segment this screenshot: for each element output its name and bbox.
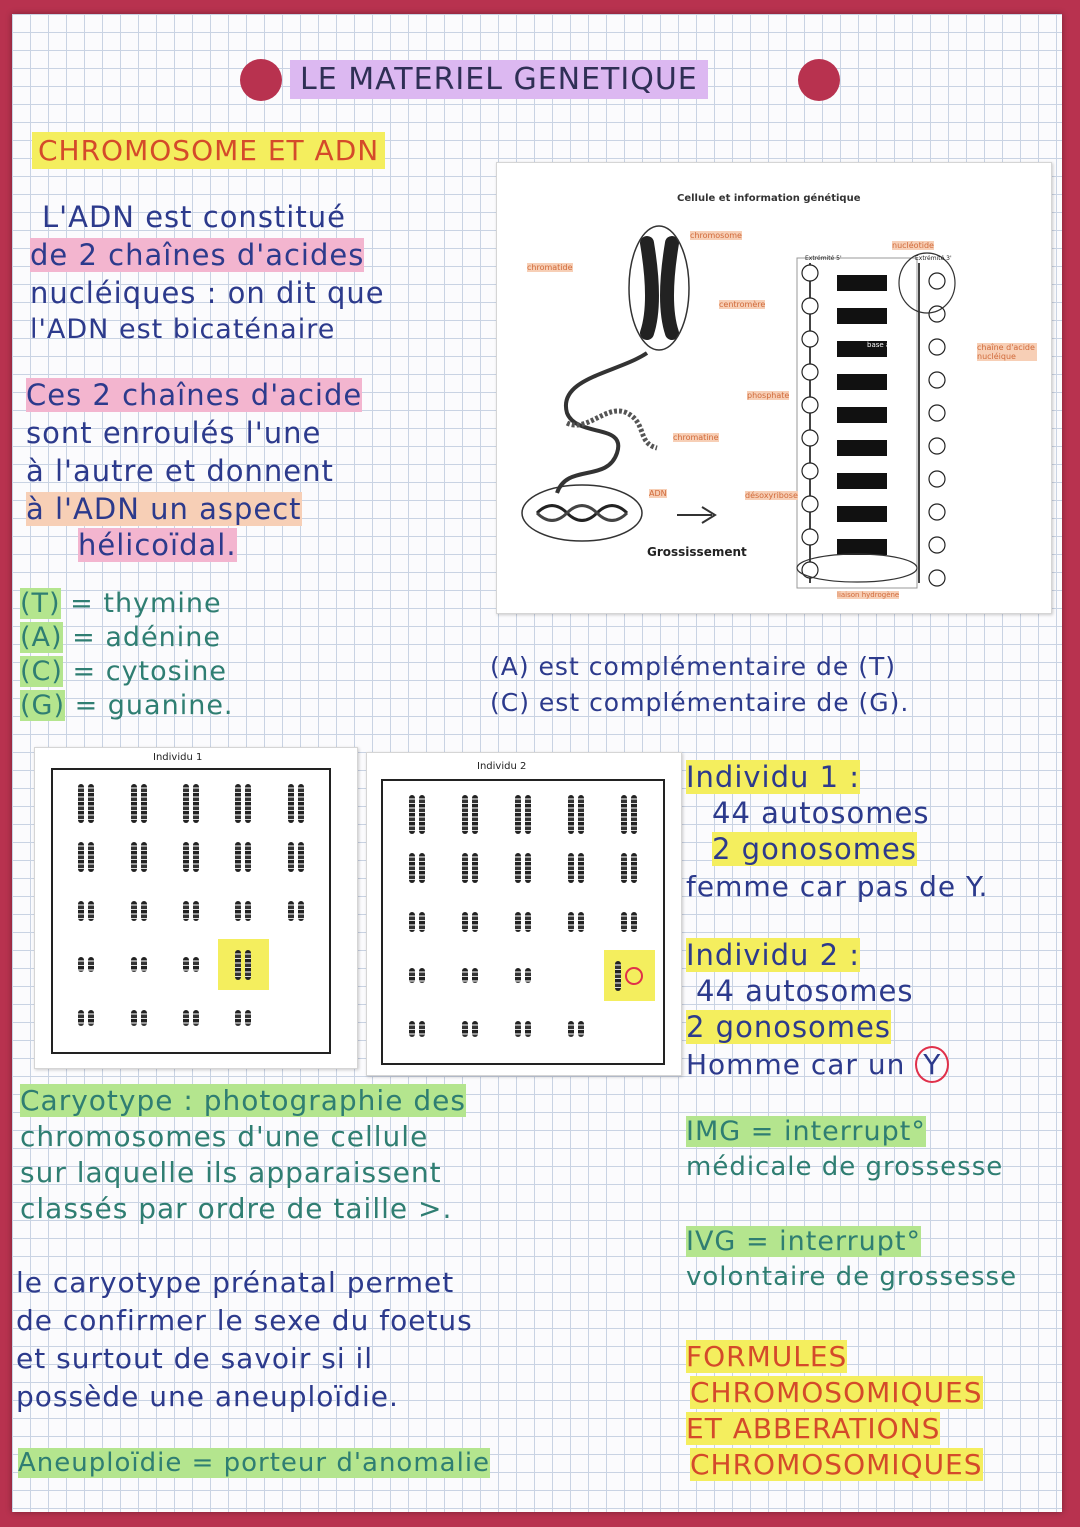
individu-2-sex: Homme car un Y xyxy=(686,1046,949,1083)
label-centromere: centromère xyxy=(719,300,766,309)
aneuploidie-definition: Aneuploïdie = porteur d'anomalie xyxy=(18,1448,491,1478)
y-circle: Y xyxy=(915,1046,949,1083)
karyotype-individu-2 xyxy=(366,752,682,1076)
caryotype-def-line3: sur laquelle ils apparaissent xyxy=(20,1156,442,1189)
helix-paragraph-line3: à l'autre et donnent xyxy=(26,454,334,488)
label-base: base azotée xyxy=(867,341,910,349)
formules-line2: CHROMOSOMIQUES xyxy=(690,1376,983,1409)
label-strand5: Extrémité 5' xyxy=(805,255,842,262)
base-adenine: (A) = adénine xyxy=(20,622,221,653)
label-phosphate: phosphate xyxy=(747,391,790,400)
base-cytosine: (C) = cytosine xyxy=(20,656,227,687)
diagram-caption: Grossissement xyxy=(647,545,747,559)
label-adn: ADN xyxy=(649,489,667,498)
label-nucleotide: nucléotide xyxy=(892,241,934,250)
individu-2-autosomes: 44 autosomes xyxy=(696,974,914,1008)
caryotype-def-line1: Caryotype : photographie des xyxy=(20,1084,466,1117)
formules-line1: FORMULES xyxy=(686,1340,848,1373)
punch-hole-left xyxy=(240,59,282,101)
karyotype-individu-1 xyxy=(34,747,358,1069)
ivg-line2: volontaire de grossesse xyxy=(686,1262,1018,1292)
label-chromatide: chromatide xyxy=(527,263,573,272)
ivg-line1: IVG = interrupt° xyxy=(686,1226,922,1257)
section-heading: CHROMOSOME ET ADN xyxy=(32,132,385,169)
dna-illustration xyxy=(497,163,1051,613)
individu-1-sex: femme car pas de Y. xyxy=(686,870,989,903)
karyotype-2-label: Individu 2 xyxy=(477,761,527,772)
complementary-cg: (C) est complémentaire de (G). xyxy=(490,688,910,717)
complementary-at: (A) est complémentaire de (T) xyxy=(490,652,896,681)
helix-paragraph-line1: Ces 2 chaînes d'acide xyxy=(26,378,363,412)
page-title: LE MATERIEL GENETIQUE xyxy=(290,60,708,99)
formules-line4: CHROMOSOMIQUES xyxy=(690,1448,983,1481)
prenatal-line1: le caryotype prénatal permet xyxy=(16,1266,455,1299)
dna-diagram xyxy=(496,162,1052,614)
prenatal-line2: de confirmer le sexe du foetus xyxy=(16,1304,473,1337)
label-chromosome: chromosome xyxy=(690,231,742,240)
caryotype-def-line4: classés par ordre de taille >. xyxy=(20,1192,453,1225)
adn-paragraph-line4: l'ADN est bicaténaire xyxy=(30,314,336,345)
individu-1-gonosomes: 2 gonosomes xyxy=(712,832,917,866)
formules-line3: ET ABBERATIONS xyxy=(686,1412,941,1445)
base-guanine: (G) = guanine. xyxy=(20,690,234,721)
label-chromatine: chromatine xyxy=(673,433,719,442)
karyotype-1-grid xyxy=(51,768,331,1054)
prenatal-line4: possède une aneuploïdie. xyxy=(16,1380,399,1413)
base-thymine: (T) = thymine xyxy=(20,588,222,619)
individu-2-gonosomes: 2 gonosomes xyxy=(686,1010,891,1044)
label-bottom: liaison hydrogène xyxy=(837,591,900,599)
caryotype-def-line2: chromosomes d'une cellule xyxy=(20,1120,429,1153)
adn-paragraph-line3: nucléiques : on dit que xyxy=(30,276,385,310)
img-line1: IMG = interrupt° xyxy=(686,1116,926,1147)
label-strand3: Extrémité 3' xyxy=(915,255,952,262)
individu-1-autosomes: 44 autosomes xyxy=(712,796,930,830)
individu-2-title: Individu 2 : xyxy=(686,938,861,972)
prenatal-line3: et surtout de savoir si il xyxy=(16,1342,374,1375)
label-desoxyribose: désoxyribose xyxy=(745,491,798,500)
individu-1-title: Individu 1 : xyxy=(686,760,861,794)
img-line2: médicale de grossesse xyxy=(686,1152,1004,1182)
helix-paragraph-line5: hélicoïdal. xyxy=(78,528,237,562)
label-chaine: chaîne d'acide nucléique xyxy=(977,343,1037,361)
adn-paragraph-line1: L'ADN est constitué xyxy=(42,200,346,234)
notebook-page xyxy=(12,14,1062,1512)
punch-hole-right xyxy=(798,59,840,101)
adn-paragraph-line2: de 2 chaînes d'acides xyxy=(30,238,365,272)
diagram-title: Cellule et information génétique xyxy=(677,193,861,204)
karyotype-1-label: Individu 1 xyxy=(153,752,203,763)
helix-paragraph-line4: à l'ADN un aspect xyxy=(26,492,302,526)
karyotype-2-grid xyxy=(381,779,665,1065)
helix-paragraph-line2: sont enroulés l'une xyxy=(26,416,322,450)
